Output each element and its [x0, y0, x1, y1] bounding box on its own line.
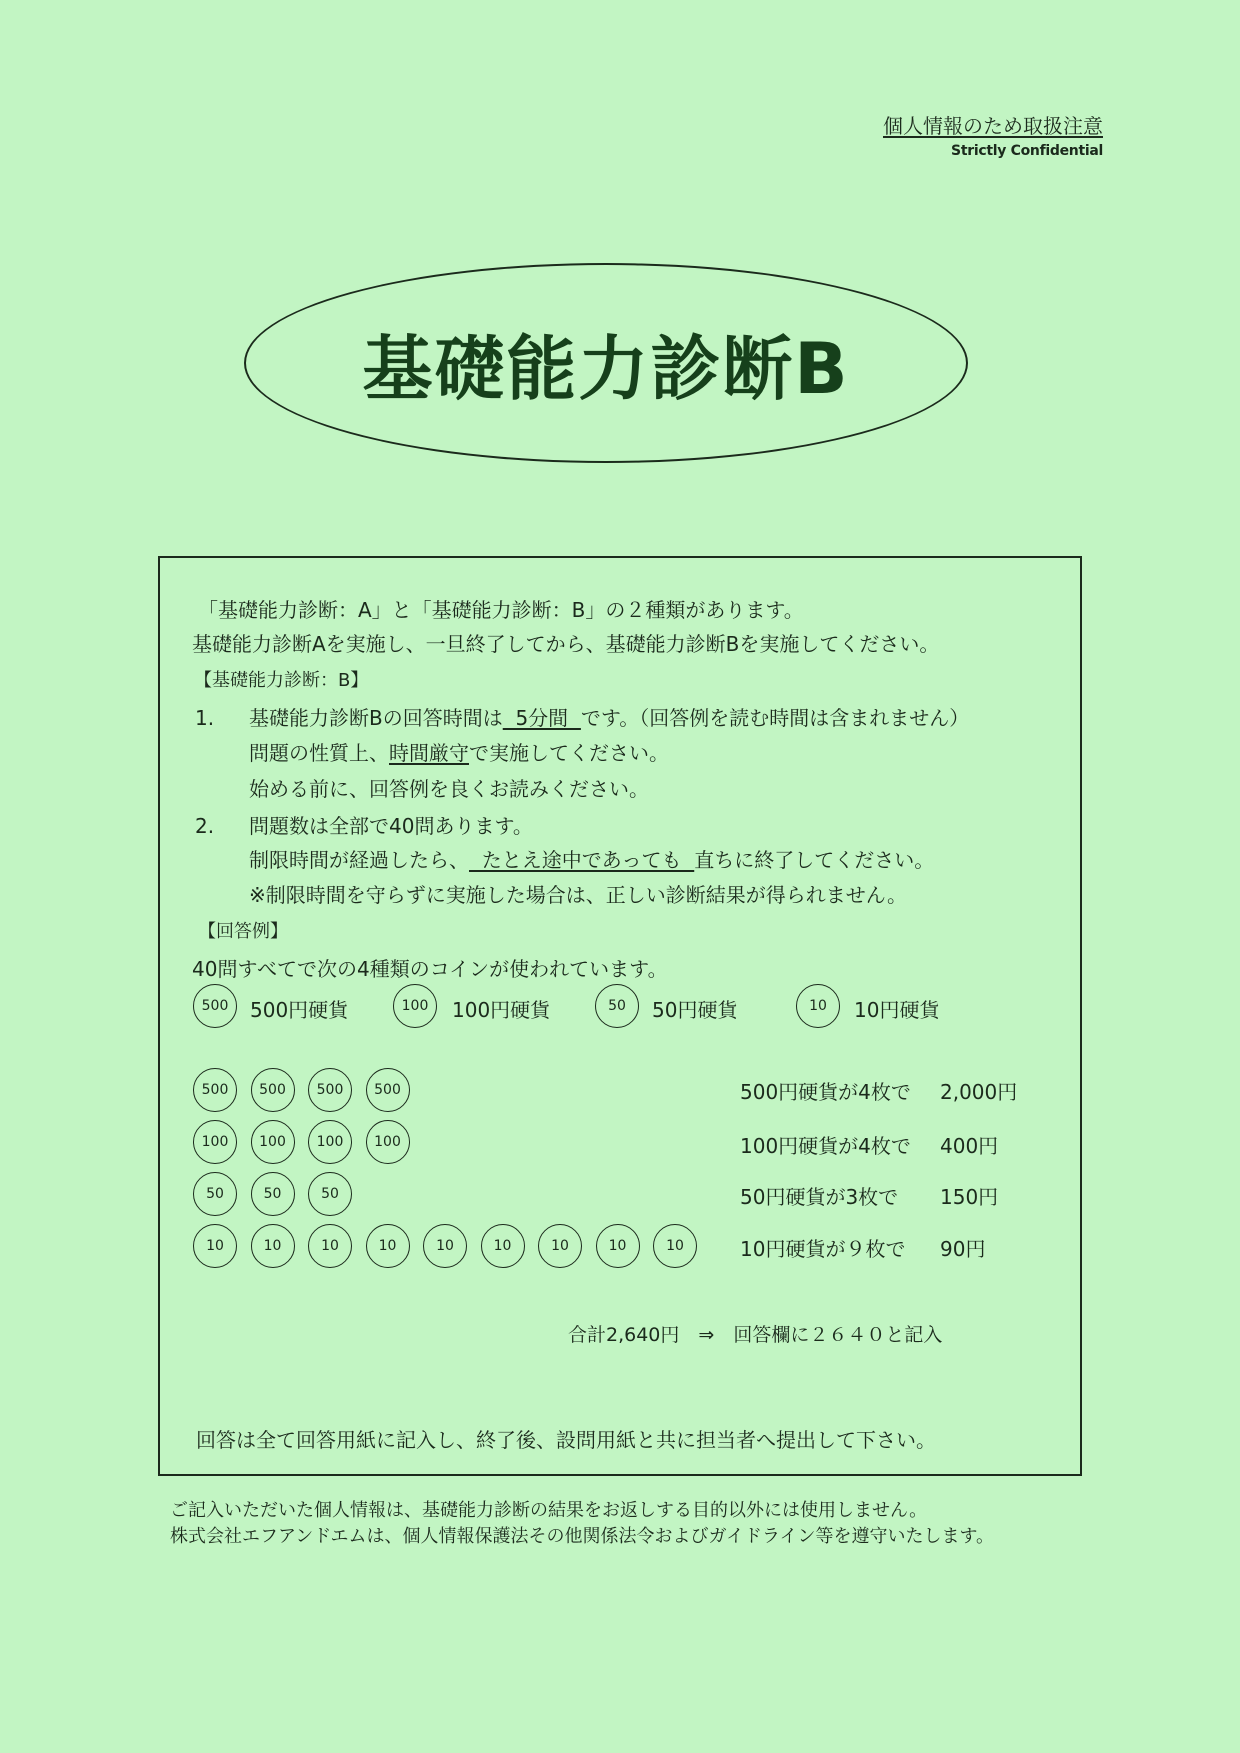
coin-10-icon: 10 [481, 1224, 525, 1268]
confidential-ja: 個人情報のため取扱注意 [883, 114, 1103, 138]
footer-line-1: ご記入いただいた個人情報は、基礎能力診断の結果をお返しする目的以外には使用しません。 [170, 1500, 928, 1521]
coin-10-icon: 10 [653, 1224, 697, 1268]
confidential-en: Strictly Confidential [951, 143, 1103, 159]
row-amount-100: 400円 [940, 1134, 999, 1158]
coin-50-icon: 50 [595, 984, 639, 1028]
example-heading: 【回答例】 [198, 921, 288, 942]
coin-10-icon: 10 [423, 1224, 467, 1268]
coin-100-icon: 100 [193, 1120, 237, 1164]
coin-500-icon: 500 [251, 1068, 295, 1112]
row-desc-10: 10円硬貨が９枚で [740, 1237, 906, 1261]
coin-10-icon: 10 [796, 984, 840, 1028]
coin-10-icon: 10 [251, 1224, 295, 1268]
coin-10-icon: 10 [596, 1224, 640, 1268]
item-1-line-1 [249, 706, 969, 730]
example-intro: 40問すべてで次の4種類のコインが使われています。 [192, 957, 668, 981]
coin-100-icon: 100 [251, 1120, 295, 1164]
coin-50-icon: 50 [308, 1172, 352, 1216]
even-midway-underlined: たとえ途中であっても [469, 848, 695, 872]
legend-label-500: 500円硬貨 [250, 998, 349, 1022]
coin-100-icon: 100 [366, 1120, 410, 1164]
legend-label-50: 50円硬貨 [652, 998, 738, 1022]
coin-10-icon: 10 [308, 1224, 352, 1268]
coin-50-icon: 50 [251, 1172, 295, 1216]
row-amount-10: 90円 [940, 1237, 986, 1261]
section-b-heading: 【基礎能力診断：B】 [194, 670, 369, 691]
item-1-line-2 [249, 741, 669, 765]
item-2-line-1: 問題数は全部で40問あります。 [249, 814, 533, 838]
item-1-number: 1. [195, 706, 215, 730]
privacy-footer [170, 1498, 994, 1550]
title-oval [244, 263, 968, 463]
intro-line-2: 基礎能力診断Aを実施し、一旦終了してから、基礎能力診断Bを実施してください。 [192, 632, 940, 656]
coin-500-icon: 500 [193, 1068, 237, 1112]
item-1-line-2-pre: 問題の性質上、 [249, 741, 389, 765]
legend-label-10: 10円硬貨 [854, 998, 940, 1022]
coin-500-icon: 500 [366, 1068, 410, 1112]
intro-line-1: 「基礎能力診断：A」と「基礎能力診断：B」の２種類があります。 [198, 598, 804, 622]
item-2-line-3: ※制限時間を守らずに実施した場合は、正しい診断結果が得られません。 [249, 883, 907, 907]
item-2-line-2-pre: 制限時間が経過したら、 [249, 848, 469, 872]
legend-label-100: 100円硬貨 [452, 998, 551, 1022]
coin-10-icon: 10 [538, 1224, 582, 1268]
row-desc-100: 100円硬貨が4枚で [740, 1134, 911, 1158]
coin-rows [193, 1068, 753, 1278]
row-desc-50: 50円硬貨が3枚で [740, 1185, 899, 1209]
coin-50-icon: 50 [193, 1172, 237, 1216]
item-2-line-2 [249, 848, 934, 872]
item-1-line-3: 始める前に、回答例を良くお読みください。 [249, 777, 649, 801]
coin-100-icon: 100 [393, 984, 437, 1028]
answer-time-underlined: 5分間 [502, 706, 581, 730]
page-title: 基礎能力診断B [362, 327, 850, 410]
row-desc-500: 500円硬貨が4枚で [740, 1080, 911, 1104]
item-2-line-2-post: 直ちに終了してください。 [694, 848, 935, 872]
item-1-line-1-pre: 基礎能力診断Bの回答時間は [249, 706, 503, 730]
item-2-number: 2. [195, 814, 215, 838]
confidential-notice [883, 110, 1103, 159]
item-1-line-2-post: で実施してください。 [469, 741, 669, 765]
item-1-line-1-post: です。（回答例を読む時間は含まれません） [580, 706, 970, 730]
coin-500-icon: 500 [193, 984, 237, 1028]
coin-100-icon: 100 [308, 1120, 352, 1164]
coin-legend [193, 981, 1073, 1031]
submission-instruction: 回答は全て回答用紙に記入し、終了後、設問用紙と共に担当者へ提出して下さい。 [196, 1428, 936, 1452]
footer-line-2: 株式会社エフアンドエムは、個人情報保護法その他関係法令およびガイドライン等を遵守いたします。 [170, 1526, 995, 1548]
strict-time-underlined: 時間厳守 [389, 741, 469, 765]
coin-10-icon: 10 [366, 1224, 410, 1268]
coin-500-icon: 500 [308, 1068, 352, 1112]
example-total: 合計2,640円 ⇒ 回答欄に２６４０と記入 [568, 1324, 943, 1346]
coin-10-icon: 10 [193, 1224, 237, 1268]
row-amount-50: 150円 [940, 1185, 999, 1209]
row-amount-500: 2,000円 [940, 1080, 1018, 1104]
